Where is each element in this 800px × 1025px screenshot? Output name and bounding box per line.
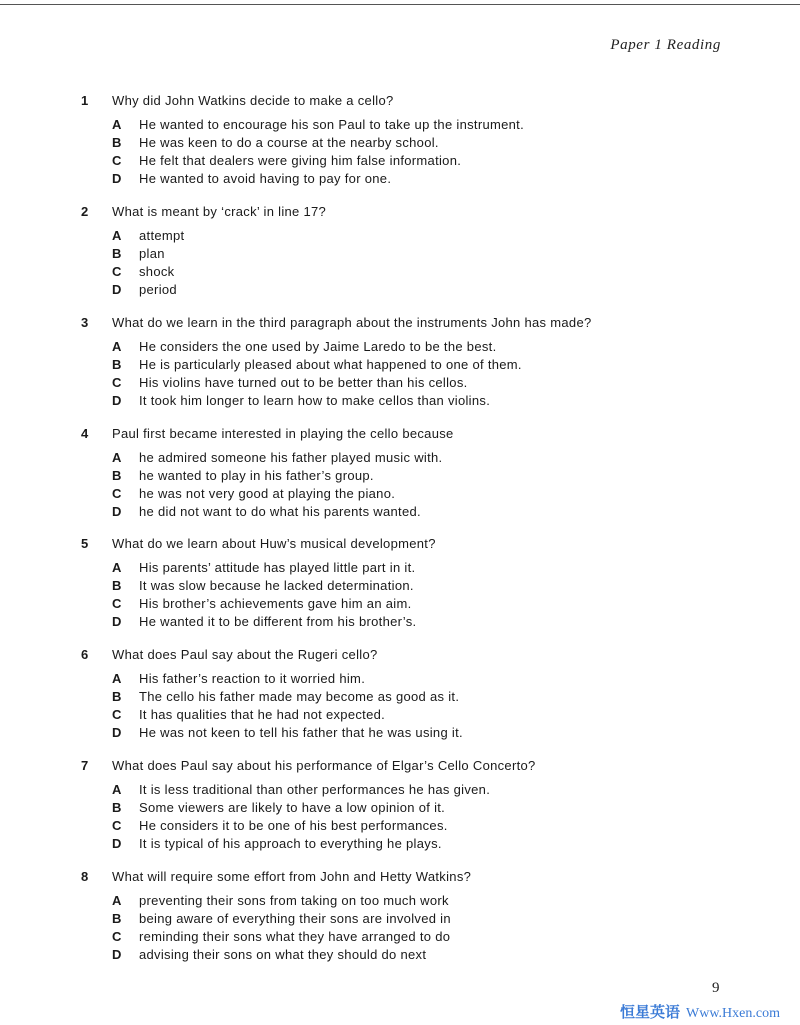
question-text: Paul first became interested in playing the cello because: [112, 426, 454, 441]
option-letter: B: [112, 911, 122, 926]
option-text: he wanted to play in his father’s group.: [139, 468, 374, 483]
option-a: [0, 228, 800, 246]
option-d: [0, 504, 800, 522]
option-text: It is typical of his approach to everything he plays.: [139, 836, 442, 851]
question-number: 2: [81, 204, 89, 219]
option-letter: A: [112, 560, 122, 575]
option-letter: D: [112, 393, 122, 408]
option-letter: D: [112, 614, 122, 629]
option-letter: A: [112, 450, 122, 465]
option-d: [0, 947, 800, 965]
watermark-chinese: 恒星英语: [620, 1004, 681, 1021]
option-letter: D: [112, 171, 122, 186]
question-text: What do we learn in the third paragraph about the instruments John has made?: [112, 315, 592, 330]
question-text: What will require some effort from John and Hetty Watkins?: [112, 869, 472, 884]
option-letter: C: [112, 375, 122, 390]
option-b: [0, 135, 800, 153]
option-letter: C: [112, 707, 122, 722]
question-number: 1: [81, 93, 89, 108]
question-text: What is meant by ‘crack’ in line 17?: [112, 204, 327, 219]
top-rule: [0, 4, 800, 5]
option-d: [0, 393, 800, 411]
option-a: [0, 117, 800, 135]
option-text: he admired someone his father played music with.: [139, 450, 443, 465]
option-letter: B: [112, 800, 122, 815]
option-c: [0, 486, 800, 504]
option-a: [0, 671, 800, 689]
option-c: [0, 818, 800, 836]
option-letter: C: [112, 596, 122, 611]
option-text: His parents’ attitude has played little part in it.: [139, 560, 416, 575]
option-d: [0, 171, 800, 189]
question-text: What do we learn about Huw’s musical development?: [112, 536, 436, 551]
option-letter: C: [112, 486, 122, 501]
option-b: [0, 357, 800, 375]
option-a: [0, 560, 800, 578]
option-letter: D: [112, 836, 122, 851]
option-text: He was not keen to tell his father that he was using it.: [139, 725, 463, 740]
option-text: His violins have turned out to be better than his cellos.: [139, 375, 468, 390]
option-b: [0, 246, 800, 264]
option-b: [0, 468, 800, 486]
option-letter: D: [112, 282, 122, 297]
page-number: 9: [712, 980, 720, 996]
question-number: 5: [81, 536, 89, 551]
option-text: He considers it to be one of his best performances.: [139, 818, 448, 833]
option-letter: D: [112, 947, 122, 962]
question-number: 8: [81, 869, 89, 884]
option-text: plan: [139, 246, 165, 261]
watermark-url: Www.Hxen.com: [686, 1006, 780, 1021]
option-letter: A: [112, 671, 122, 686]
option-letter: A: [112, 339, 122, 354]
question-number: 4: [81, 426, 89, 441]
option-letter: B: [112, 135, 122, 150]
option-d: [0, 836, 800, 854]
option-text: He was keen to do a course at the nearby school.: [139, 135, 439, 150]
option-a: [0, 782, 800, 800]
option-text: His brother’s achievements gave him an aim.: [139, 596, 412, 611]
question-text: What does Paul say about the Rugeri cello?: [112, 647, 378, 662]
option-letter: A: [112, 117, 122, 132]
option-c: [0, 375, 800, 393]
option-d: [0, 725, 800, 743]
option-c: [0, 153, 800, 171]
option-letter: B: [112, 357, 122, 372]
option-text: He wanted to avoid having to pay for one.: [139, 171, 392, 186]
option-text: It took him longer to learn how to make cellos than violins.: [139, 393, 491, 408]
option-c: [0, 707, 800, 725]
watermark: [620, 1001, 780, 1022]
question-number: 7: [81, 758, 89, 773]
option-letter: C: [112, 818, 122, 833]
option-text: advising their sons on what they should do next: [139, 947, 427, 962]
question-number: 6: [81, 647, 89, 662]
option-text: he was not very good at playing the piano.: [139, 486, 396, 501]
question-number: 3: [81, 315, 89, 330]
option-text: shock: [139, 264, 175, 279]
option-letter: A: [112, 228, 122, 243]
option-b: [0, 689, 800, 707]
question-text: What does Paul say about his performance of Elgar’s Cello Concerto?: [112, 758, 536, 773]
option-c: [0, 596, 800, 614]
option-b: [0, 578, 800, 596]
option-a: [0, 450, 800, 468]
option-letter: A: [112, 782, 122, 797]
option-c: [0, 929, 800, 947]
option-text: preventing their sons from taking on too much work: [139, 893, 449, 908]
option-letter: B: [112, 246, 122, 261]
option-letter: C: [112, 264, 122, 279]
running-head: Paper 1 Reading: [610, 37, 721, 53]
question-text: Why did John Watkins decide to make a cello?: [112, 93, 394, 108]
option-letter: B: [112, 468, 122, 483]
option-text: It was slow because he lacked determination.: [139, 578, 414, 593]
option-letter: D: [112, 725, 122, 740]
option-text: attempt: [139, 228, 185, 243]
option-b: [0, 800, 800, 818]
option-text: reminding their sons what they have arranged to do: [139, 929, 451, 944]
option-text: he did not want to do what his parents wanted.: [139, 504, 421, 519]
option-b: [0, 911, 800, 929]
option-text: His father’s reaction to it worried him.: [139, 671, 366, 686]
option-text: The cello his father made may become as good as it.: [139, 689, 460, 704]
option-d: [0, 282, 800, 300]
option-text: It is less traditional than other performances he has given.: [139, 782, 491, 797]
option-a: [0, 893, 800, 911]
option-c: [0, 264, 800, 282]
option-letter: C: [112, 153, 122, 168]
option-text: period: [139, 282, 177, 297]
option-text: Some viewers are likely to have a low opinion of it.: [139, 800, 446, 815]
option-letter: C: [112, 929, 122, 944]
option-text: He is particularly pleased about what happened to one of them.: [139, 357, 522, 372]
option-a: [0, 339, 800, 357]
option-d: [0, 614, 800, 632]
option-letter: B: [112, 689, 122, 704]
option-letter: B: [112, 578, 122, 593]
option-text: He felt that dealers were giving him false information.: [139, 153, 462, 168]
option-text: being aware of everything their sons are involved in: [139, 911, 451, 926]
option-text: He wanted to encourage his son Paul to take up the instrument.: [139, 117, 524, 132]
option-letter: D: [112, 504, 122, 519]
option-letter: A: [112, 893, 122, 908]
option-text: He considers the one used by Jaime Laredo to be the best.: [139, 339, 497, 354]
option-text: He wanted it to be different from his brother’s.: [139, 614, 417, 629]
option-text: It has qualities that he had not expected.: [139, 707, 386, 722]
